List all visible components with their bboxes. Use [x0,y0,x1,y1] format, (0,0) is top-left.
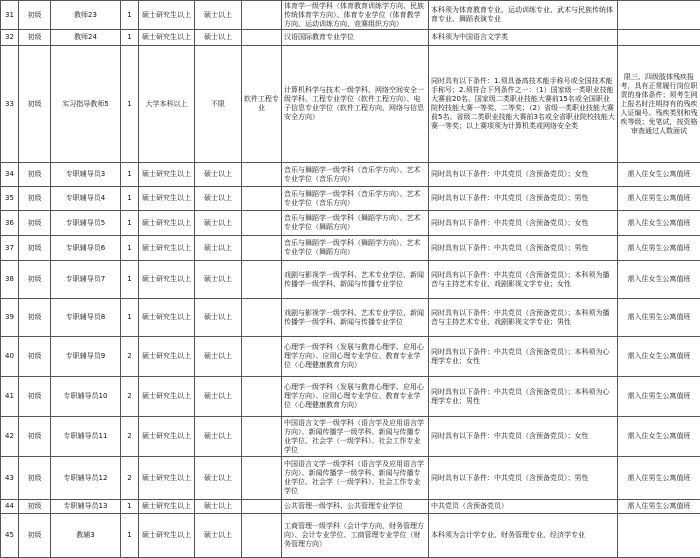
other-conditions-cell: 本科须为会计学专业、财务管理专业、经济学专业 [429,514,618,558]
post-level-cell: 初级 [19,46,51,163]
remarks-cell: 需入住男生公寓值班 [618,500,700,514]
post-level-cell: 初级 [19,337,51,377]
education-cell: 硕士研究生以上 [139,211,195,236]
row-number-cell: 32 [1,30,19,46]
remarks-cell: 需入住男生公寓值班 [618,457,700,500]
post-name-cell: 专职辅导员4 [51,187,121,211]
post-name-cell: 专职辅导员6 [51,236,121,261]
major-requirement-cell: 心理学一级学科（发展与教育心理学、应用心理学方向）、应用心理专业学位、教育专业学位（心理健康教育方向） [282,337,429,377]
major-requirement-cell: 音乐与舞蹈学一级学科（舞蹈学方向）、艺术专业学位（舞蹈方向） [282,236,429,261]
education-cell: 硕士研究生以上 [139,337,195,377]
other-conditions-cell: 同时具有以下条件：1.须具备高技术能手称号或全国技术能手称号；2.须符合下列条件之一：（1）国家级一类职业技能大赛前20名、国家级二类职业技能大赛前15名或全国职业院校技能大赛一等奖、二等奖；（2）省级一类职业技能大赛前5名、省级二类职业技能大赛前3名或全省职业院校技能大赛一等奖；以上赛项须为计算机类或网络安全类 [429,46,618,163]
education-cell: 硕士研究生以上 [139,417,195,457]
row-number-cell: 45 [1,514,19,558]
hire-count-cell: 1 [121,1,139,30]
education-cell: 硕士研究生以上 [139,236,195,261]
post-level-cell: 初级 [19,457,51,500]
other-conditions-cell: 同时具有以下条件：中共党员（含预备党员）；女性 [429,163,618,187]
table-row [1,377,700,417]
degree-cell: 硕士以上 [195,211,242,236]
other-conditions-cell: 同时具有以下条件：中共党员（含预备党员）；本科须为心理学专业；女性 [429,337,618,377]
hire-count-cell: 1 [121,187,139,211]
post-level-cell: 初级 [19,1,51,30]
education-cell: 硕士研究生以上 [139,377,195,417]
remarks-cell [618,1,700,30]
remarks-cell: 限三、四级肢体残疾报考，具有正常履行岗位职责的身体条件；须考生网上报名时注明持有的残疾人证编号、残疾类别和残疾等级；免笔试，按资格审查通过人数面试 [618,46,700,163]
degree-cell: 硕士以上 [195,236,242,261]
row-number-cell: 35 [1,187,19,211]
degree-cell: 硕士以上 [195,417,242,457]
degree-cell: 硕士以上 [195,457,242,500]
post-name-cell: 教辅3 [51,514,121,558]
hire-count-cell: 1 [121,46,139,163]
table-row [1,261,700,299]
education-cell: 硕士研究生以上 [139,261,195,299]
undergrad-major-cell [242,500,282,514]
major-requirement-cell: 心理学一级学科（发展与教育心理学、应用心理学方向）、应用心理专业学位、教育专业学位（心理健康教育方向） [282,377,429,417]
major-requirement-cell: 戏剧与影视学一级学科、艺术专业学位、新闻传播学一级学科、新闻与传播专业学位 [282,261,429,299]
row-number-cell: 40 [1,337,19,377]
degree-cell: 不限 [195,46,242,163]
post-level-cell: 初级 [19,30,51,46]
remarks-cell: 需入住女生公寓值班 [618,163,700,187]
post-level-cell: 初级 [19,417,51,457]
other-conditions-cell: 同时具有以下条件：中共党员（含预备党员）；女性 [429,211,618,236]
remarks-cell: 需入住男生公寓值班 [618,299,700,337]
hire-count-cell: 1 [121,299,139,337]
education-cell: 硕士研究生以上 [139,163,195,187]
row-number-cell: 43 [1,457,19,500]
post-level-cell: 初级 [19,211,51,236]
remarks-cell [618,30,700,46]
hire-count-cell: 1 [121,261,139,299]
undergrad-major-cell [242,299,282,337]
hire-count-cell: 1 [121,514,139,558]
remarks-cell [618,514,700,558]
remarks-cell: 需入住女生公寓值班 [618,337,700,377]
post-name-cell: 专职辅导员9 [51,337,121,377]
degree-cell: 硕士以上 [195,1,242,30]
table-row [1,236,700,261]
hire-count-cell: 2 [121,457,139,500]
undergrad-major-cell [242,1,282,30]
post-name-cell: 专职辅导员10 [51,377,121,417]
undergrad-major-cell: 软件工程专业 [242,46,282,163]
table-row [1,187,700,211]
major-requirement-cell: 戏剧与影视学一级学科、艺术专业学位、新闻传播学一级学科、新闻与传播专业学位 [282,299,429,337]
undergrad-major-cell [242,457,282,500]
post-level-cell: 初级 [19,377,51,417]
major-requirement-cell: 公共管理一级学科、公共管理专业学位 [282,500,429,514]
post-level-cell: 初级 [19,187,51,211]
hire-count-cell: 2 [121,377,139,417]
undergrad-major-cell [242,514,282,558]
undergrad-major-cell [242,30,282,46]
hire-count-cell: 2 [121,417,139,457]
other-conditions-cell: 同时具有以下条件：中共党员（含预备党员）；本科须为心理学专业；男性 [429,377,618,417]
table-row [1,1,700,30]
table-row [1,337,700,377]
degree-cell: 硕士以上 [195,299,242,337]
post-name-cell: 实习指导教师5 [51,46,121,163]
post-level-cell: 初级 [19,299,51,337]
degree-cell: 硕士以上 [195,163,242,187]
other-conditions-cell: 中共党员（含预备党员） [429,500,618,514]
undergrad-major-cell [242,163,282,187]
row-number-cell: 44 [1,500,19,514]
major-requirement-cell: 体育学一级学科（体育教育训练学方向、民族传统体育学方向）、体育专业学位（体育教学方向、运动训练方向、竞赛组织方向） [282,1,429,30]
post-name-cell: 专职辅导员11 [51,417,121,457]
table-body [1,1,700,558]
post-level-cell: 初级 [19,514,51,558]
table-row [1,211,700,236]
post-name-cell: 专职辅导员8 [51,299,121,337]
table-row [1,500,700,514]
row-number-cell: 38 [1,261,19,299]
hire-count-cell: 2 [121,337,139,377]
other-conditions-cell: 同时具有以下条件：中共党员（含预备党员）；男性 [429,457,618,500]
remarks-cell: 需入住男生公寓值班 [618,187,700,211]
row-number-cell: 37 [1,236,19,261]
post-name-cell: 教师23 [51,1,121,30]
degree-cell: 硕士以上 [195,261,242,299]
table-row [1,46,700,163]
remarks-cell: 需入住女生公寓值班 [618,417,700,457]
other-conditions-cell: 本科须为体育教育专业、运动训练专业、武术与民族传统体育专业、舞蹈表演专业 [429,1,618,30]
degree-cell: 硕士以上 [195,30,242,46]
remarks-cell: 需入住女生公寓值班 [618,261,700,299]
post-level-cell: 初级 [19,236,51,261]
other-conditions-cell: 同时具有以下条件：中共党员（含预备党员）；本科须为播音与主持艺术专业、戏剧影视文学专业；女性 [429,261,618,299]
undergrad-major-cell [242,261,282,299]
degree-cell: 硕士以上 [195,500,242,514]
education-cell: 硕士研究生以上 [139,187,195,211]
post-level-cell: 初级 [19,261,51,299]
major-requirement-cell: 中国语言文学一级学科（语言学及应用语言学方向）、新闻传播学一级学科、新闻与传播专业学位、社会学（一级学科）、社会工作专业学位 [282,417,429,457]
post-name-cell: 专职辅导员3 [51,163,121,187]
major-requirement-cell: 音乐与舞蹈学一级学科（音乐学方向）、艺术专业学位（音乐方向） [282,187,429,211]
undergrad-major-cell [242,417,282,457]
education-cell: 硕士研究生以上 [139,457,195,500]
hire-count-cell: 1 [121,211,139,236]
row-number-cell: 42 [1,417,19,457]
table-row [1,457,700,500]
post-name-cell: 教师24 [51,30,121,46]
other-conditions-cell: 本科须为中国语言文学类 [429,30,618,46]
major-requirement-cell: 音乐与舞蹈学一级学科（舞蹈学方向）、艺术专业学位（舞蹈方向） [282,211,429,236]
major-requirement-cell: 工商管理一级学科（会计学方向，财务管理方向）、会计专业学位、工商管理专业学位（财务管理方向） [282,514,429,558]
row-number-cell: 39 [1,299,19,337]
undergrad-major-cell [242,377,282,417]
row-number-cell: 33 [1,46,19,163]
row-number-cell: 36 [1,211,19,236]
other-conditions-cell: 同时具有以下条件：中共党员（含预备党员）；男性 [429,236,618,261]
degree-cell: 硕士以上 [195,377,242,417]
table-row [1,163,700,187]
post-name-cell: 专职辅导员12 [51,457,121,500]
education-cell: 硕士研究生以上 [139,30,195,46]
hire-count-cell: 1 [121,30,139,46]
hire-count-cell: 1 [121,236,139,261]
row-number-cell: 41 [1,377,19,417]
undergrad-major-cell [242,211,282,236]
remarks-cell: 需入住男生公寓值班 [618,236,700,261]
table-row [1,30,700,46]
degree-cell: 硕士以上 [195,187,242,211]
education-cell: 硕士研究生以上 [139,1,195,30]
education-cell: 硕士研究生以上 [139,299,195,337]
table-row [1,417,700,457]
other-conditions-cell: 同时具有以下条件：中共党员（含预备党员）；本科须为播音与主持艺术专业、戏剧影视文学专业；男性 [429,299,618,337]
row-number-cell: 31 [1,1,19,30]
table-row [1,299,700,337]
education-cell: 大学本科以上 [139,46,195,163]
hire-count-cell: 1 [121,500,139,514]
degree-cell: 硕士以上 [195,337,242,377]
hire-count-cell: 1 [121,163,139,187]
other-conditions-cell: 同时具有以下条件：中共党员（含预备党员）；男性 [429,187,618,211]
undergrad-major-cell [242,236,282,261]
post-name-cell: 专职辅导员7 [51,261,121,299]
other-conditions-cell: 同时具有以下条件：中共党员（含预备党员）；女性 [429,417,618,457]
remarks-cell: 需入住男生公寓值班 [618,377,700,417]
major-requirement-cell: 音乐与舞蹈学一级学科（音乐学方向）、艺术专业学位（音乐方向） [282,163,429,187]
education-cell: 硕士研究生以上 [139,514,195,558]
post-name-cell: 专职辅导员13 [51,500,121,514]
table-row [1,514,700,558]
major-requirement-cell: 汉语国际教育专业学位 [282,30,429,46]
undergrad-major-cell [242,187,282,211]
row-number-cell: 34 [1,163,19,187]
post-level-cell: 初级 [19,163,51,187]
undergrad-major-cell [242,337,282,377]
major-requirement-cell: 中国语言文学一级学科（语言学及应用语言学方向）、新闻传播学一级学科、新闻与传播专业学位、社会学（一级学科）、社会工作专业学位 [282,457,429,500]
degree-cell: 硕士以上 [195,514,242,558]
major-requirement-cell: 计算机科学与技术一级学科、网络空间安全一级学科、工程专业学位（软件工程方向）、电子信息专业学位（软件工程方向、网络与信息安全方向） [282,46,429,163]
remarks-cell: 需入住女生公寓值班 [618,211,700,236]
post-name-cell: 专职辅导员5 [51,211,121,236]
post-level-cell: 初级 [19,500,51,514]
education-cell: 硕士研究生以上 [139,500,195,514]
